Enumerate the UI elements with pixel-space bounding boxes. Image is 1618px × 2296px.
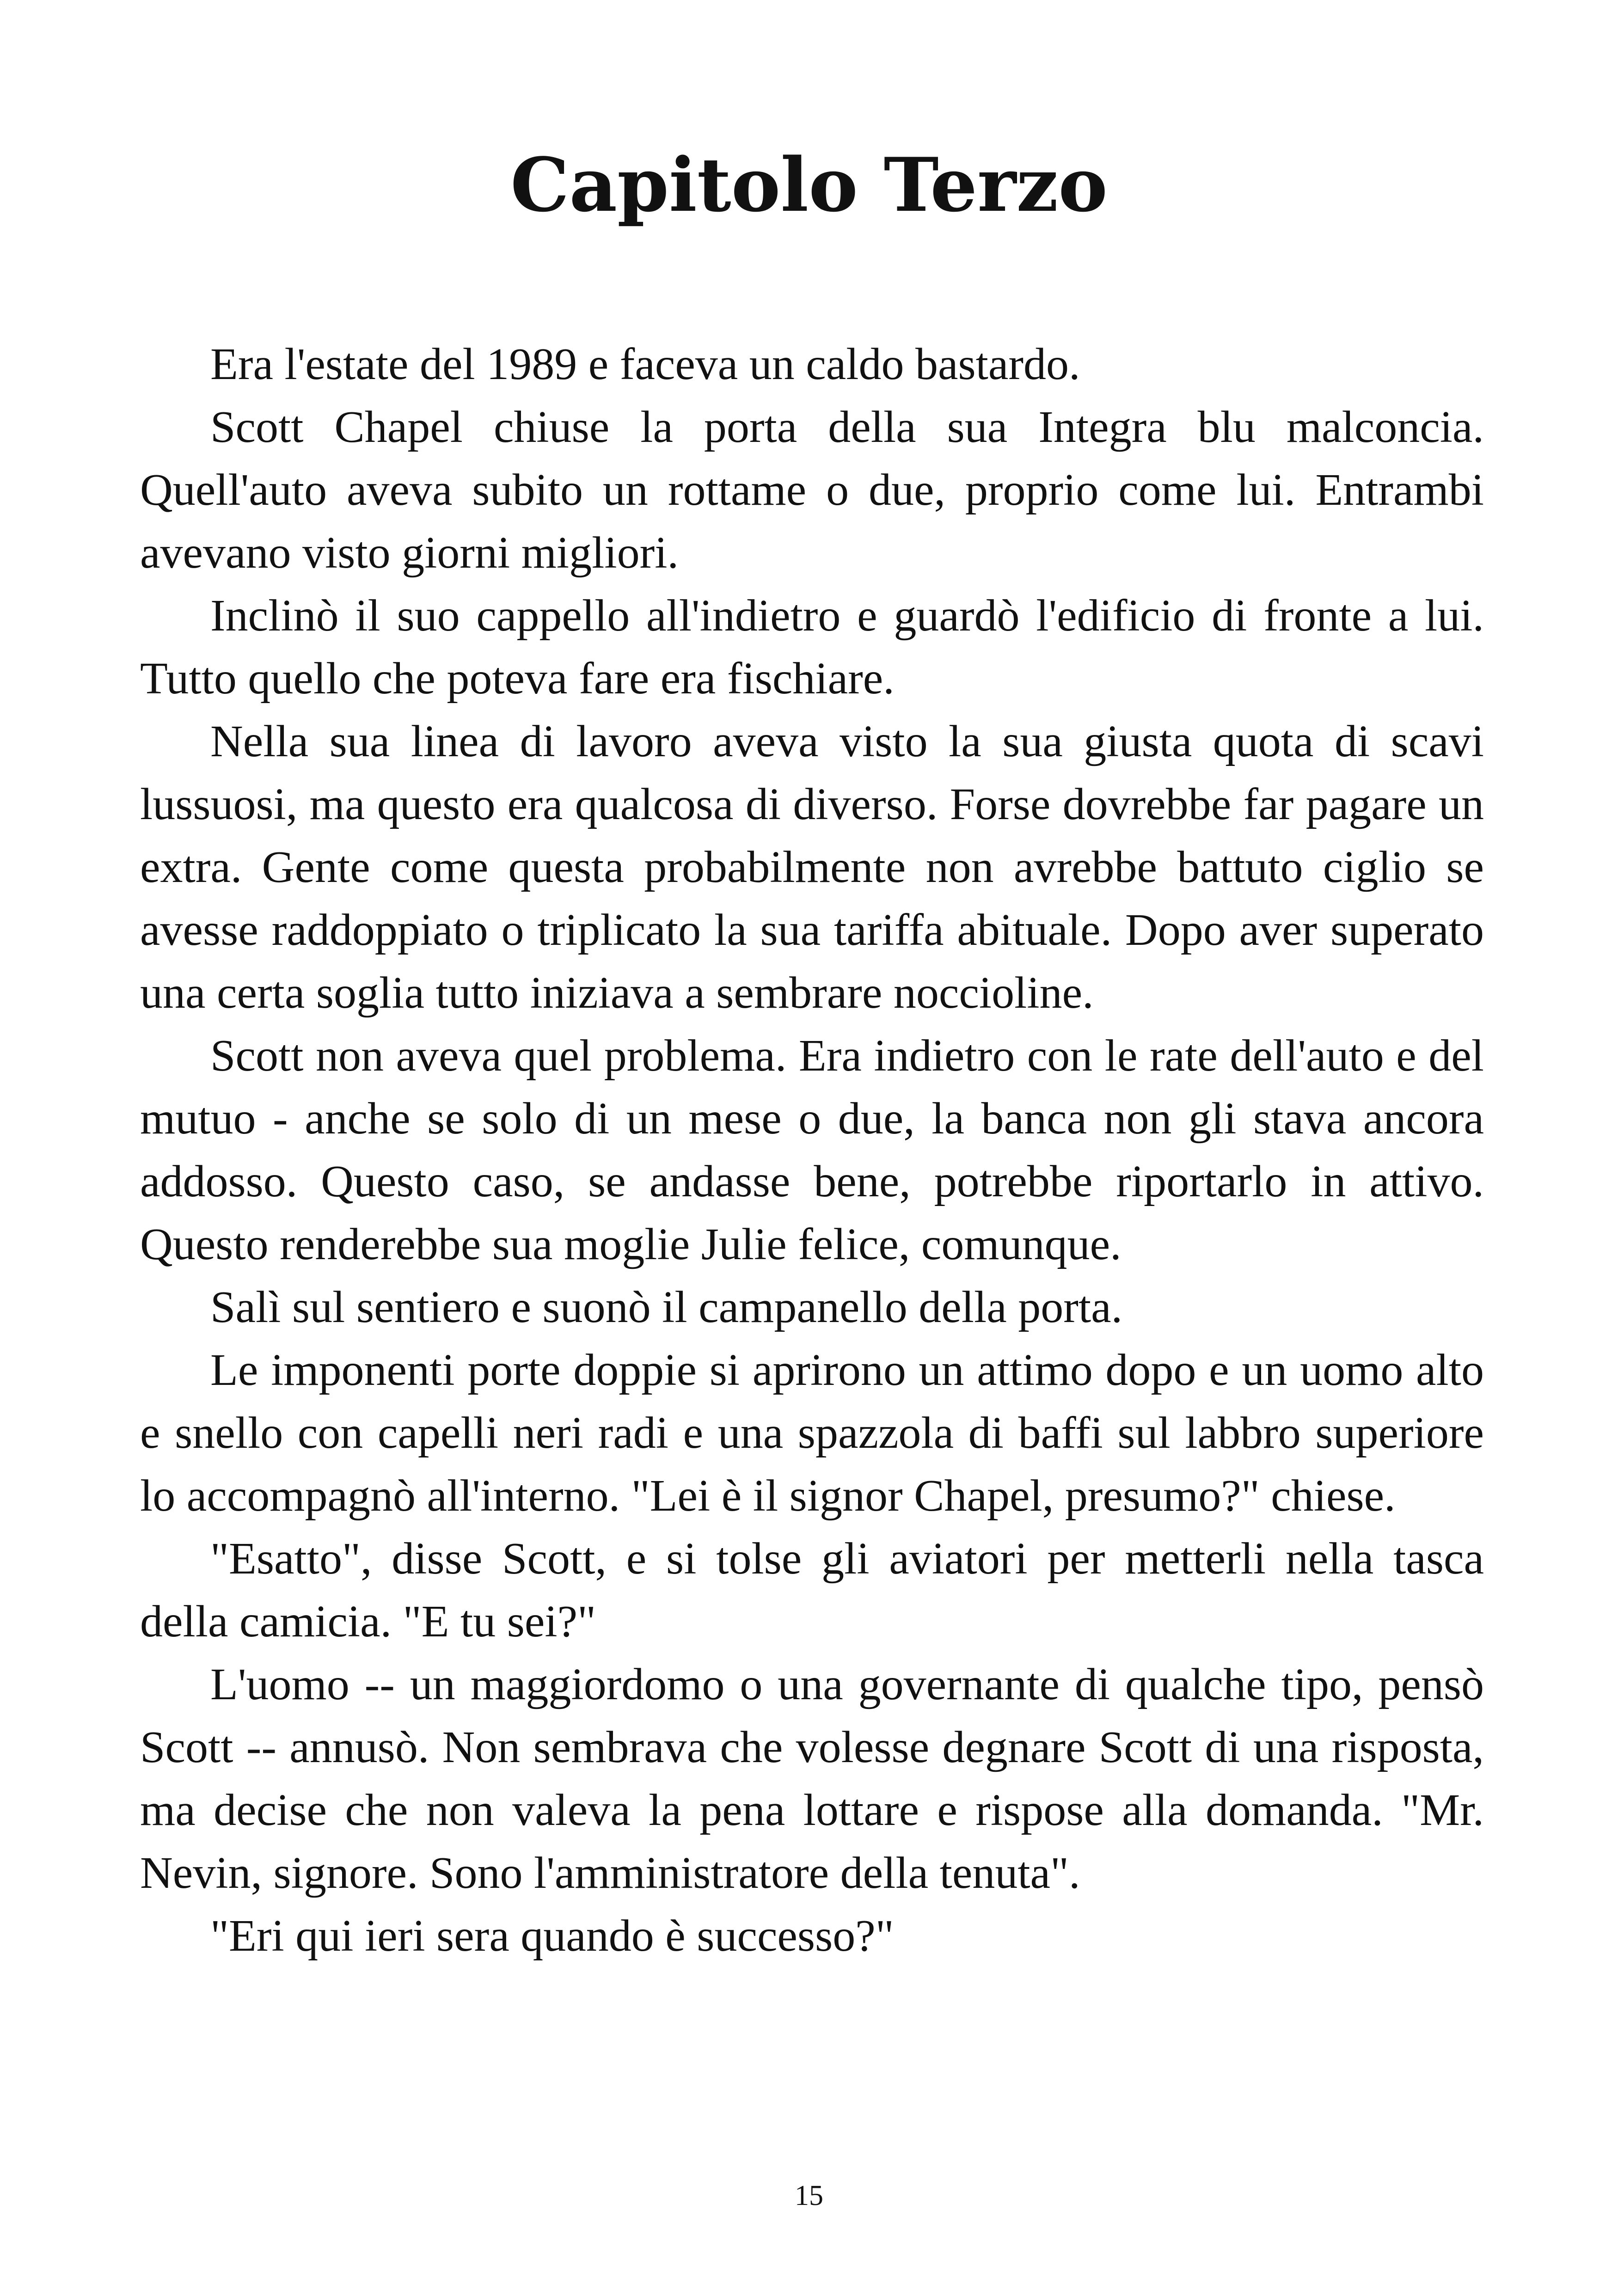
paragraph: Le imponenti porte doppie si aprirono un attimo dopo e un uomo alto e snello con capelli neri radi e una spazzola di baffi sul labbro superiore lo accompagnò all'interno. "Lei è il signor Chapel, presumo?" chiese. bbox=[140, 1345, 1484, 1521]
paragraph: L'uomo -- un maggiordomo o una governante di qualche tipo, pensò Scott -- annusò. Non sembrava che volesse degnare Scott di una risposta, ma decise che non valeva la pena lottare e rispose alla domanda. "Mr. Nevin, signore. Sono l'amministratore della tenuta". bbox=[140, 1659, 1484, 1898]
paragraph: Salì sul sentiero e suonò il campanello della porta. bbox=[210, 1282, 1123, 1332]
chapter-title: Capitolo Terzo bbox=[510, 141, 1108, 228]
page-number: 15 bbox=[795, 2180, 823, 2211]
paragraph: Inclinò il suo cappello all'indietro e guardò l'edificio di fronte a lui. Tutto quello che poteva fare era fischiare. bbox=[140, 591, 1484, 704]
paragraph: Scott Chapel chiuse la porta della sua Integra blu malconcia. Quell'auto aveva subito un rottame o due, proprio come lui. Entrambi avevano visto giorni migliori. bbox=[140, 402, 1484, 578]
chapter-body bbox=[140, 333, 1484, 1967]
paragraph: Nella sua linea di lavoro aveva visto la sua giusta quota di scavi lussuosi, ma questo era qualcosa di diverso. Forse dovrebbe far pagare un extra. Gente come questa probabilmente non avrebbe battuto ciglio se avesse raddoppiato o triplicato la sua tariffa abituale. Dopo aver superato una certa soglia tutto iniziava a sembrare noccioline. bbox=[140, 716, 1484, 1018]
paragraph: "Eri qui ieri sera quando è successo?" bbox=[210, 1911, 894, 1961]
paragraph: Era l'estate del 1989 e faceva un caldo bastardo. bbox=[210, 339, 1080, 389]
paragraph: "Esatto", disse Scott, e si tolse gli aviatori per metterli nella tasca della camicia. "E tu sei?" bbox=[140, 1534, 1484, 1647]
paragraph: Scott non aveva quel problema. Era indietro con le rate dell'auto e del mutuo - anche se solo di un mese o due, la banca non gli stava ancora addosso. Questo caso, se andasse bene, potrebbe riportarlo in attivo. Questo renderebbe sua moglie Julie felice, comunque. bbox=[140, 1031, 1484, 1269]
